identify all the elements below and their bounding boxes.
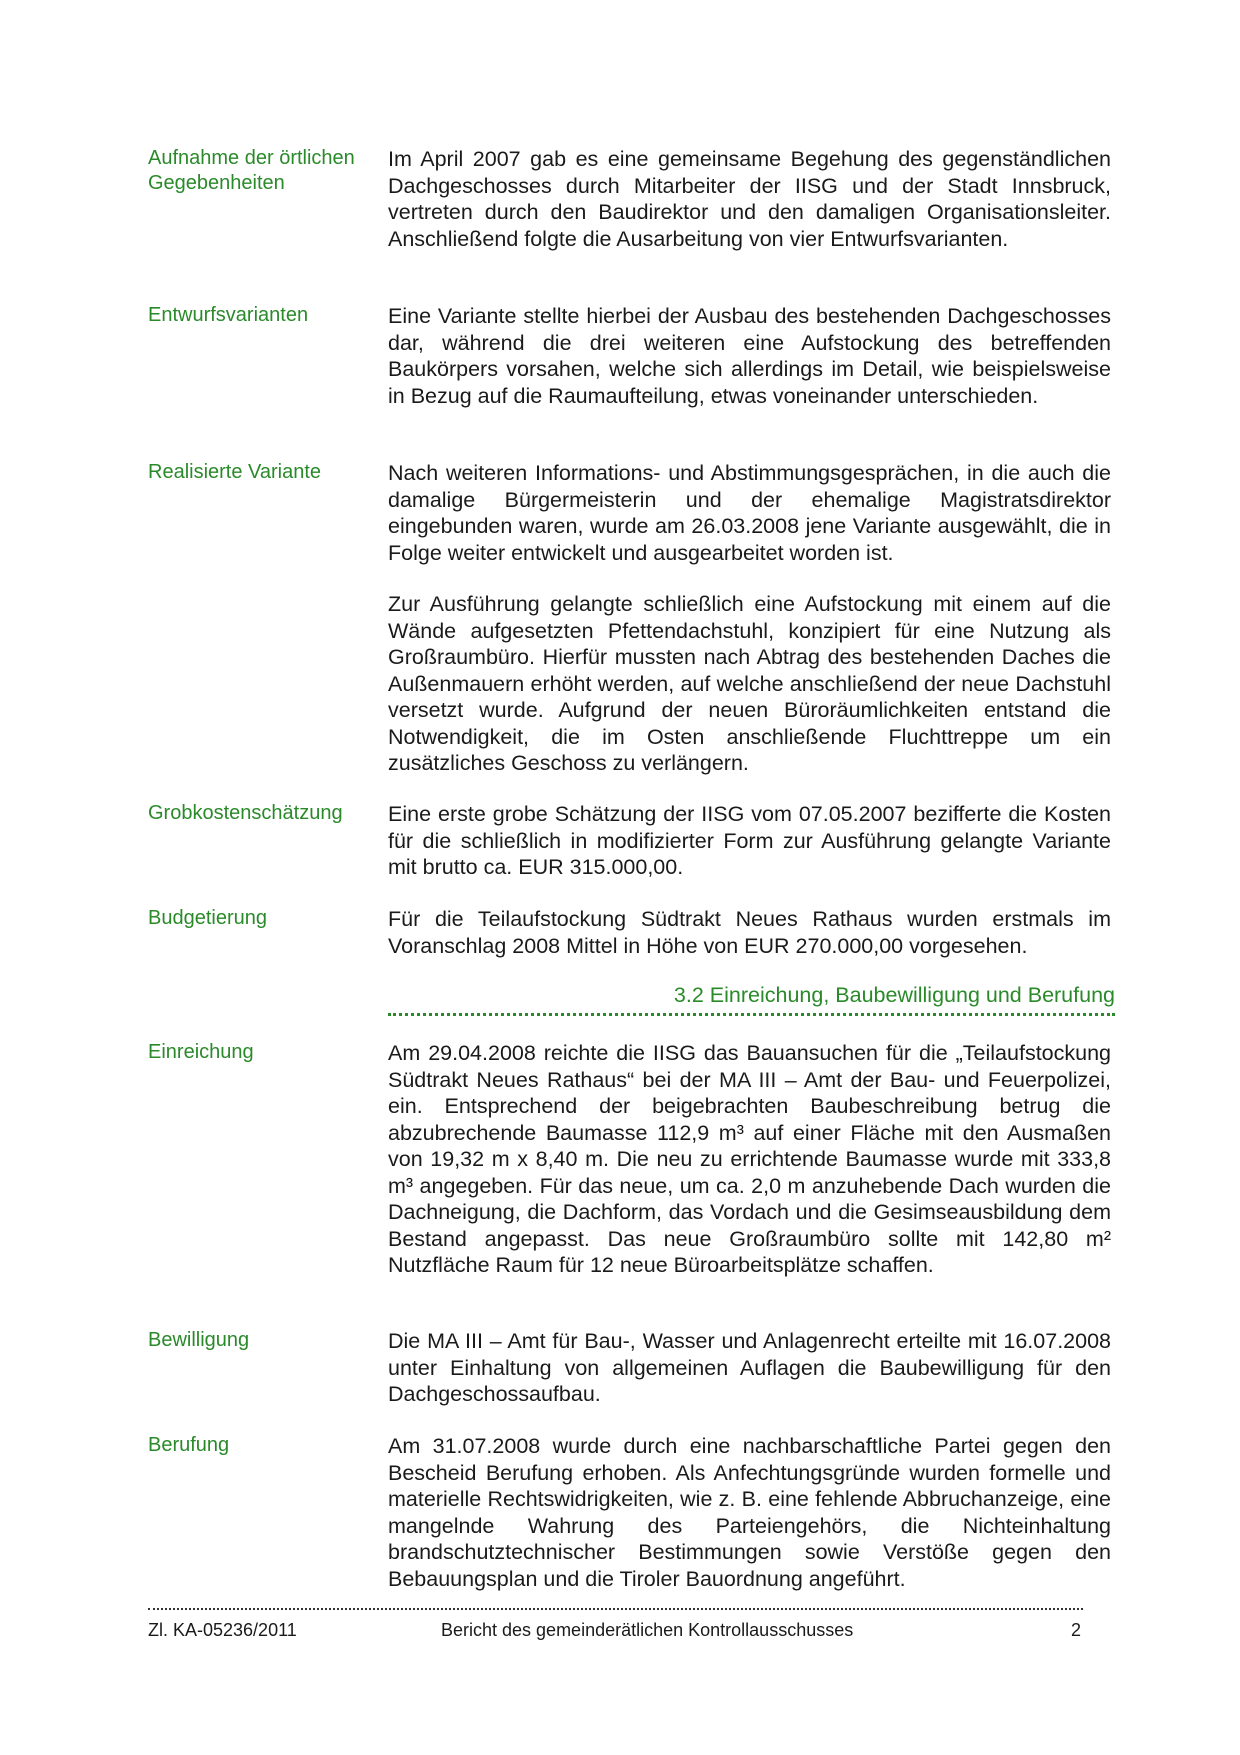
margin-label: Bewilligung [148, 1329, 250, 1351]
section-heading: 3.2 Einreichung, Baubewilligung und Berufung [673, 983, 1115, 1007]
paragraph: Für die Teilaufstockung Südtrakt Neues Rathaus wurden erstmals im Voranschlag 2008 Mittel in Höhe von EUR 270.000,00 vorgesehen. [388, 907, 1111, 958]
footer-reference: Zl. KA-05236/2011 [148, 1620, 297, 1640]
paragraph: Eine Variante stellte hierbei der Ausbau des bestehenden Dachgeschosses dar, während die drei weiteren eine Aufstockung des betreffenden Baukörpers vorsahen, welche sich allerdings im Detail, wie beispielsweise in Bezug auf die Raumaufteilung, etwas voneinander unterschieden. [388, 304, 1111, 408]
paragraph: Am 31.07.2008 wurde durch eine nachbarschaftliche Partei gegen den Bescheid Berufung erhoben. Als Anfechtungsgründe wurden formelle und materielle Rechtswidrigkeiten, wie z. B. eine fehlende Abbruchanzeige, eine mangelnde Wahrung des Parteiengehörs, die Nichteinhaltung brandschutztechnischer Bestimmungen sowie Verstöße gegen den Bebauungsplan und die Tiroler Bauordnung angeführt. [388, 1434, 1111, 1591]
margin-label: Einreichung [148, 1041, 254, 1063]
paragraph: Die MA III – Amt für Bau-, Wasser und Anlagenrecht erteilte mit 16.07.2008 unter Einhaltung von allgemeinen Auflagen die Baubewilligung für den Dachgeschossaufbau. [388, 1329, 1111, 1406]
paragraph: Zur Ausführung gelangte schließlich eine Aufstockung mit einem auf die Wände aufgesetzten Pfettendachstuhl, konzipiert für eine Nutzung als Großraumbüro. Hierfür mussten nach Abtrag des bestehenden Daches die Außenmauern erhöht werden, auf welche anschließend der neue Dachstuhl versetzt wurde. Aufgrund der neuen Büroräumlichkeiten entstand die Notwendigkeit, die im Osten anschließende Fluchttreppe um ein zusätzliches Geschoss zu verlängern. [388, 592, 1111, 775]
margin-label: Grobkostenschätzung [148, 802, 343, 824]
margin-label: Realisierte Variante [148, 461, 322, 483]
paragraph: Am 29.04.2008 reichte die IISG das Bauansuchen für die „Teilaufstockung Südtrakt Neues Rathaus“ bei der MA III – Amt der Bau- und Feuerpolizei, ein. Entsprechend der beigebrachten Baubeschreibung betrug die abzubrechende Baumasse 112,9 m³ auf einer Fläche mit den Ausmaßen von 19,32 m x 8,40 m. Die neu zu errichtende Baumasse wurde mit 333,8 m³ angegeben. Für das neue, um ca. 2,0 m anzuhebende Dach wurden die Dachneigung, die Dachform, das Vordach und die Gesimseausbildung dem Bestand angepasst. Das neue Großraumbüro sollte mit 142,80 m² Nutzfläche Raum für 12 neue Büroarbeitsplätze schaffen. [388, 1041, 1111, 1277]
margin-label: Aufnahme der örtlichen Gegebenheiten [148, 147, 355, 194]
heading-divider [388, 1013, 1115, 1016]
paragraph: Eine erste grobe Schätzung der IISG vom 07.05.2007 bezifferte die Kosten für die schließlich in modifizierter Form zur Ausführung gelangte Variante mit brutto ca. EUR 315.000,00. [388, 802, 1111, 879]
footer-title: Bericht des gemeinderätlichen Kontrollausschusses [441, 1620, 854, 1640]
paragraph: Nach weiteren Informations- und Abstimmungsgesprächen, in die auch die damalige Bürgermeisterin und der ehemalige Magistratsdirektor eingebunden waren, wurde am 26.03.2008 jene Variante ausgewählt, die in Folge weiter entwickelt und ausgearbeitet worden ist. [388, 461, 1111, 565]
page-number: 2 [1071, 1620, 1082, 1640]
margin-label: Berufung [148, 1434, 230, 1456]
margin-label: Entwurfsvarianten [148, 304, 309, 326]
margin-label: Budgetierung [148, 907, 267, 929]
paragraph: Im April 2007 gab es eine gemeinsame Begehung des gegenständlichen Dachgeschosses durch Mitarbeiter der IISG und der Stadt Innsbruck, vertreten durch den Baudirektor und den damaligen Organisationsleiter. Anschließend folgte die Ausarbeitung von vier Entwurfsvarianten. [388, 147, 1111, 251]
footer-divider [148, 1608, 1083, 1610]
